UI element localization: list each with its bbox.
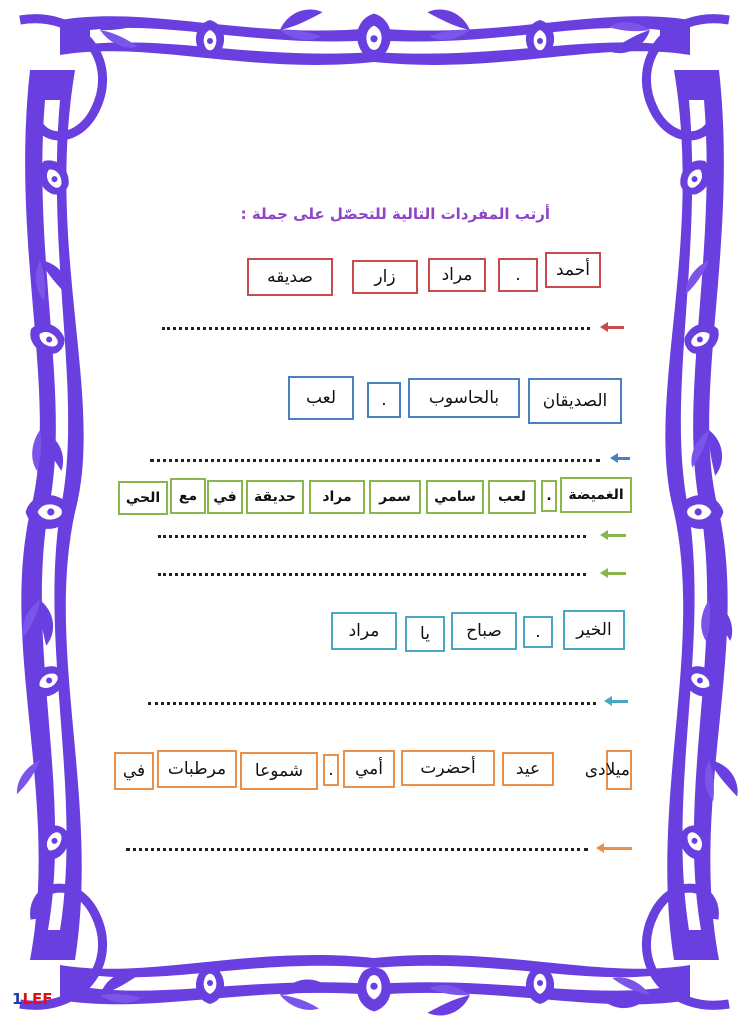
word-card: مراد: [331, 612, 397, 650]
answer-line: [158, 535, 586, 538]
word-card: حديقة: [246, 480, 304, 514]
answer-line: [150, 459, 600, 462]
word-card: مراد: [309, 480, 365, 514]
word-card: .: [523, 616, 553, 648]
word-card: لعب: [488, 480, 536, 514]
arrow-icon: [600, 326, 624, 329]
word-card: أحمد: [545, 252, 601, 288]
word-card: الغميضة: [560, 477, 632, 513]
word-card: .: [323, 754, 339, 786]
answer-line: [158, 573, 586, 576]
word-card: ميلادى: [606, 750, 632, 790]
word-card: .: [541, 480, 557, 512]
answer-line: [162, 327, 590, 330]
word-card: الصديقان: [528, 378, 622, 424]
word-card: الحي: [118, 481, 168, 515]
arrow-icon: [600, 572, 626, 575]
word-card: زار: [352, 260, 418, 294]
word-card: مراد: [428, 258, 486, 292]
arrow-icon: [596, 847, 632, 850]
word-card: .: [498, 258, 538, 292]
arrow-icon: [600, 534, 626, 537]
word-card: مرطبات: [157, 750, 237, 788]
site-logo: 1LEF: [12, 990, 53, 1008]
arrow-icon: [604, 700, 628, 703]
word-card: سامي: [426, 480, 484, 514]
word-card: لعب: [288, 376, 354, 420]
word-card: يا: [405, 616, 445, 652]
word-card: مع: [170, 478, 206, 514]
word-card: بالحاسوب: [408, 378, 520, 418]
word-card: صديقه: [247, 258, 333, 296]
word-card: شموعا: [240, 752, 318, 790]
answer-line: [148, 702, 596, 705]
word-card: .: [367, 382, 401, 418]
arrow-icon: [610, 457, 630, 460]
word-card: عيد: [502, 752, 554, 786]
word-card: سمر: [369, 480, 421, 514]
answer-line: [126, 848, 588, 851]
word-card: أحضرت: [401, 750, 495, 786]
word-card: صباح: [451, 612, 517, 650]
word-card: في: [207, 480, 243, 514]
word-card: في: [114, 752, 154, 790]
word-card: أمي: [343, 750, 395, 788]
word-card: الخير: [563, 610, 625, 650]
instruction-title: أرتب المفردات التالية للتحصّل على جملة :: [240, 205, 550, 223]
